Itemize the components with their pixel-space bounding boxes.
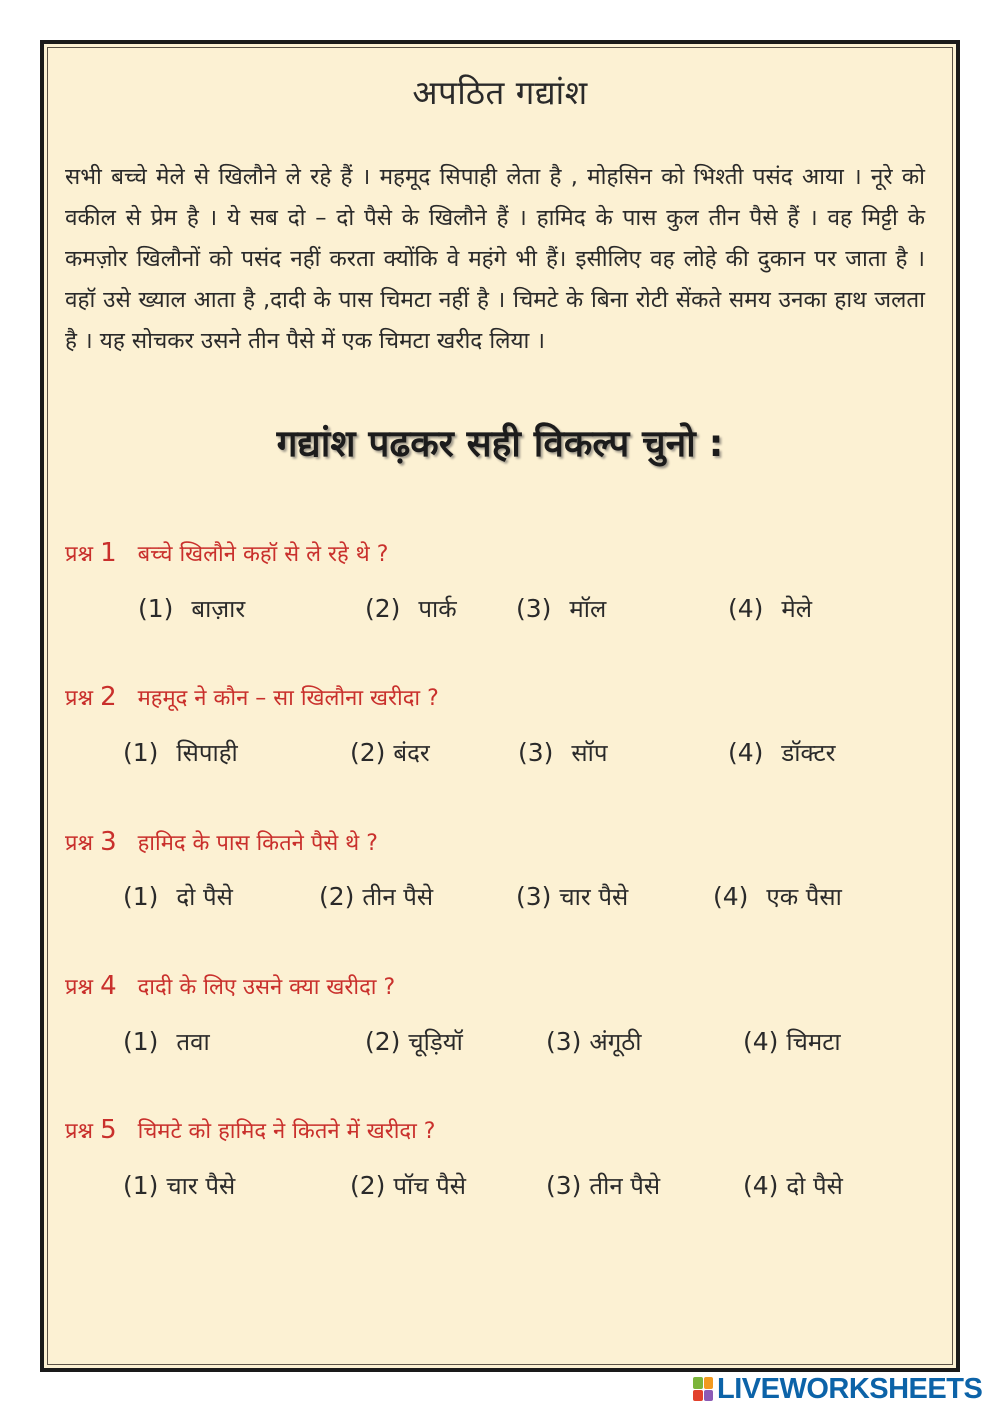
question-number: 3 [100, 827, 117, 857]
question-2 [65, 682, 439, 712]
q5-option-2[interactable] [350, 1169, 466, 1202]
question-label: प्रश्न [65, 542, 94, 567]
option-text: तीन पैसे [589, 1172, 661, 1200]
q2-option-1[interactable] [123, 736, 238, 769]
option-text: मॉल [569, 595, 607, 623]
question-5 [65, 1115, 435, 1145]
question-text: बच्चे खिलौने कहॉ से ले रहे थे ? [137, 542, 389, 567]
option-text: डॉक्टर [781, 739, 836, 767]
question-number: 4 [100, 971, 117, 1001]
brand-name: LIVEWORKSHEETS [717, 1372, 983, 1405]
question-label: प्रश्न [65, 1119, 94, 1144]
q3-option-3[interactable] [516, 880, 628, 913]
question-text: महमूद ने कौन – सा खिलौना खरीदा ? [137, 686, 439, 711]
option-number: (3) [516, 594, 552, 623]
option-text: सॉप [571, 739, 608, 767]
q3-option-2[interactable] [319, 880, 433, 913]
q2-option-2[interactable] [350, 736, 430, 769]
option-number: (4) [743, 1027, 779, 1056]
option-text: पार्क [418, 595, 457, 623]
option-text: चूड़ियॉ [408, 1028, 463, 1056]
q2-option-3[interactable] [518, 736, 608, 769]
option-text: बंदर [393, 739, 430, 767]
question-label: प्रश्न [65, 831, 94, 856]
question-text: चिमटे को हामिद ने कितने में खरीदा ? [137, 1119, 436, 1144]
question-3 [65, 827, 378, 857]
option-text: पॉच पैसे [393, 1172, 466, 1200]
option-number: (1) [123, 738, 159, 767]
option-text: बाज़ार [191, 595, 246, 623]
option-number: (1) [123, 1027, 159, 1056]
q3-option-4[interactable] [713, 880, 842, 913]
option-text: एक पैसा [766, 883, 842, 911]
option-text: चार पैसे [166, 1172, 236, 1200]
question-number: 1 [100, 538, 117, 568]
option-text: तीन पैसे [362, 883, 434, 911]
option-text: चार पैसे [559, 883, 629, 911]
option-number: (3) [546, 1171, 582, 1200]
option-number: (4) [728, 594, 764, 623]
q2-option-4[interactable] [728, 736, 835, 769]
inner-border [47, 47, 953, 1365]
q4-option-2[interactable] [365, 1025, 463, 1058]
option-text: चिमटा [786, 1028, 841, 1056]
passage-text: सभी बच्चे मेले से खिलौने ले रहे हैं । महमूद सिपाही लेता है , मोहसिन को भिश्ती पसंद आया । नूरे को वकील से प्रेम है । ये सब दो – दो पैसे के खिलौने हैं । हामिद के पास कुल तीन पैसे हैं । वह मिट्टी के कमज़ोर खिलौनों को पसंद नहीं करता क्योंकि वे महंगे भी हैं। इसीलिए वह लोहे की दुकान पर जाता है । वहॉ उसे ख्याल आता है ,दादी के पास चिमटा नहीं है । चिमटे के बिना रोटी सेंकते समय उनका हाथ जलता है । यह सोचकर उसने तीन पैसे में एक चिमटा खरीद लिया । [65, 164, 925, 354]
option-number: (2) [350, 1171, 386, 1200]
option-number: (2) [365, 1027, 401, 1056]
question-text: हामिद के पास कितने पैसे थे ? [137, 831, 378, 856]
option-number: (1) [123, 1171, 159, 1200]
option-number: (3) [518, 738, 554, 767]
question-number: 2 [100, 682, 117, 712]
option-number: (2) [319, 882, 355, 911]
q4-option-3[interactable] [546, 1025, 641, 1058]
q1-option-4[interactable] [728, 592, 812, 625]
option-number: (4) [743, 1171, 779, 1200]
option-number: (2) [365, 594, 401, 623]
option-text: तवा [176, 1028, 210, 1056]
question-label: प्रश्न [65, 686, 94, 711]
question-number: 5 [100, 1115, 117, 1145]
q5-option-3[interactable] [546, 1169, 660, 1202]
q1-option-1[interactable] [138, 592, 245, 625]
option-number: (1) [138, 594, 174, 623]
question-4 [65, 971, 395, 1001]
question-label: प्रश्न [65, 975, 94, 1000]
worksheet-page [40, 40, 960, 1372]
option-text: दो पैसे [176, 883, 233, 911]
option-number: (4) [728, 738, 764, 767]
q3-option-1[interactable] [123, 880, 233, 913]
option-text: सिपाही [176, 739, 238, 767]
q5-option-1[interactable] [123, 1169, 235, 1202]
option-text: दो पैसे [786, 1172, 843, 1200]
option-text: मेले [781, 595, 813, 623]
option-text: अंगूठी [589, 1028, 642, 1056]
option-number: (1) [123, 882, 159, 911]
liveworksheets-brand[interactable] [693, 1374, 982, 1404]
option-number: (4) [713, 882, 749, 911]
q4-option-4[interactable] [743, 1025, 841, 1058]
option-number: (3) [546, 1027, 582, 1056]
question-1 [65, 538, 388, 568]
option-number: (2) [350, 738, 386, 767]
q5-option-4[interactable] [743, 1169, 843, 1202]
instruction-heading: गद्यांश पढ़कर सही विकल्प चुनो : [276, 422, 724, 465]
q1-option-2[interactable] [365, 592, 457, 625]
q4-option-1[interactable] [123, 1025, 210, 1058]
question-text: दादी के लिए उसने क्या खरीदा ? [137, 975, 396, 1000]
page-title: अपठित गद्यांश [412, 73, 588, 112]
q1-option-3[interactable] [516, 592, 606, 625]
option-number: (3) [516, 882, 552, 911]
liveworksheets-logo-icon [693, 1377, 713, 1401]
